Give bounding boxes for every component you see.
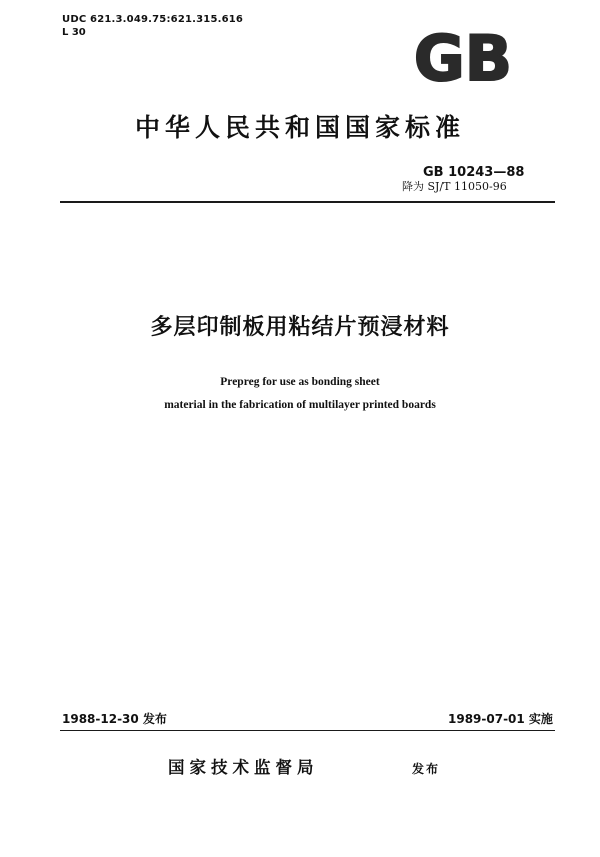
document-title-chinese: 多层印制板用粘结片预浸材料 xyxy=(150,315,450,340)
standard-title: 中华人民共和国国家标准 xyxy=(134,113,465,142)
document-title-english-line2: material in the fabrication of multilayer printed boards xyxy=(164,399,436,411)
issuing-action: 发布 xyxy=(412,762,441,776)
gb-logo xyxy=(400,24,526,86)
document-title-english-line1: Prepreg for use as bonding sheet xyxy=(220,376,380,388)
classification-code: L 30 xyxy=(62,27,86,38)
udc-code: UDC 621.3.049.75:621.315.616 xyxy=(62,14,244,25)
header-divider xyxy=(60,201,555,203)
gb-logo-text: GB xyxy=(413,24,513,86)
replacement-note: 降为 SJ/T 11050-96 xyxy=(402,180,507,193)
standard-number: GB 10243—88 xyxy=(423,165,525,180)
issuing-authority: 国家技术监督局 xyxy=(168,758,319,777)
issue-date: 1988-12-30 发布 xyxy=(62,712,167,726)
footer-divider xyxy=(60,730,555,731)
implementation-date: 1989-07-01 实施 xyxy=(448,712,553,726)
